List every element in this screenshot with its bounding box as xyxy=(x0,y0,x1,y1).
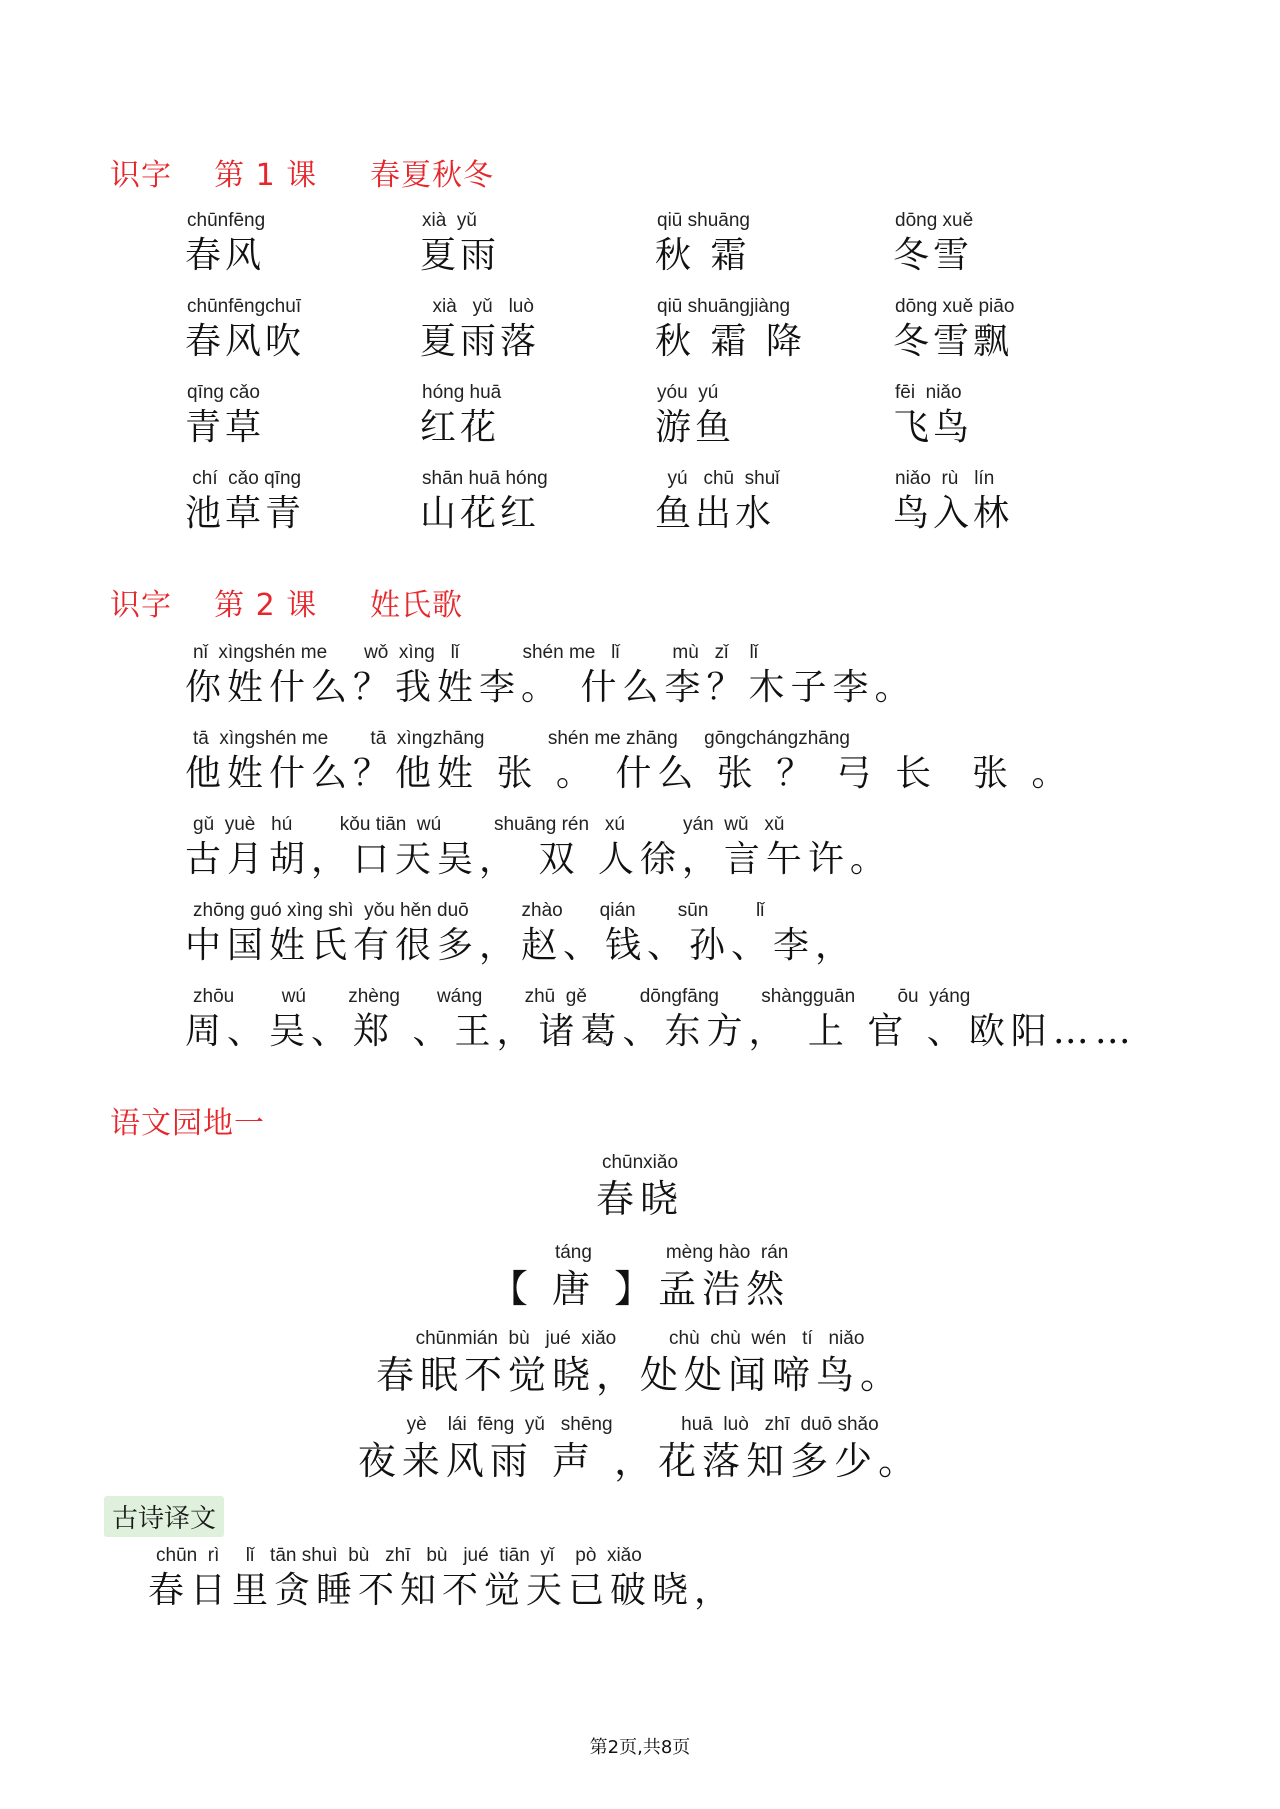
lesson2-title: 识字 第 2 课 姓氏歌 xyxy=(110,588,463,623)
translation-text: 春日里贪睡不知不觉天已破晓， xyxy=(148,1570,737,1611)
word-text: 秋 霜 降 xyxy=(655,321,806,362)
word-text: 春风 xyxy=(185,235,266,276)
translation-pinyin: chūn rì lǐ tān shuì bù zhī bù jué tiān yǐ pò xiǎo xyxy=(156,1545,642,1566)
word-pinyin: qiū shuāng xyxy=(657,210,750,231)
word-item xyxy=(420,382,680,450)
word-item xyxy=(655,468,915,536)
word-pinyin: yóu yú xyxy=(657,382,719,403)
song-line-pinyin: gǔ yuè hú kǒu tiān wú shuāng rén xú yán wǔ xǔ xyxy=(193,814,785,835)
word-text: 青草 xyxy=(185,407,266,448)
word-text: 山花红 xyxy=(420,493,541,534)
song-line-pinyin: nǐ xìngshén me wǒ xìng lǐ shén me lǐ mù zǐ lǐ xyxy=(193,642,758,663)
word-pinyin: chūnfēng xyxy=(187,210,266,231)
poem-line-text: 春眠不觉晓，处处闻啼鸟。 xyxy=(375,1353,904,1397)
word-item xyxy=(185,210,445,278)
lesson1-title: 识字 第 1 课 春夏秋冬 xyxy=(110,158,494,193)
word-text: 夏雨落 xyxy=(420,321,541,362)
word-text: 鸟入林 xyxy=(893,493,1014,534)
word-item xyxy=(655,210,915,278)
word-item xyxy=(655,382,915,450)
word-item xyxy=(893,468,1153,536)
song-line-text: 古月胡，口天吴， 双 人徐，言午许。 xyxy=(185,839,892,880)
poem-author-pinyin: táng mèng hào rán xyxy=(491,1242,789,1263)
word-item xyxy=(420,210,680,278)
word-pinyin: yú chū shuǐ xyxy=(657,468,780,489)
word-pinyin: shān huā hóng xyxy=(422,468,548,489)
song-line-pinyin: tā xìngshén me tā xìngzhāng shén me zhāng gōngchángzhāng xyxy=(193,728,850,749)
song-line-text: 中国姓氏有很多，赵、钱、孙、李， xyxy=(185,925,858,966)
translation-badge: 古诗译文 xyxy=(104,1496,224,1537)
word-pinyin: dōng xuě piāo xyxy=(895,296,1015,317)
word-pinyin: qīng cǎo xyxy=(187,382,260,403)
poem-title xyxy=(0,1152,1280,1222)
word-pinyin: chūnfēngchuī xyxy=(187,296,302,317)
word-text: 冬雪 xyxy=(893,235,974,276)
song-line-text: 你姓什么？我姓李。 什么李？木子李。 xyxy=(185,667,917,708)
word-text: 春风吹 xyxy=(185,321,306,362)
word-pinyin: xià yǔ luò xyxy=(422,296,534,317)
word-item xyxy=(893,210,1153,278)
word-pinyin: niǎo rù lín xyxy=(895,468,995,489)
word-item xyxy=(893,382,1153,450)
word-item xyxy=(420,468,680,536)
word-text: 秋 霜 xyxy=(655,235,751,276)
word-text: 红花 xyxy=(420,407,501,448)
word-text: 游鱼 xyxy=(655,407,736,448)
word-item xyxy=(185,296,445,364)
word-item xyxy=(655,296,915,364)
song-line xyxy=(185,814,1185,882)
poem-line-pinyin: yè lái fēng yǔ shēng huā luò zhī duō shǎo xyxy=(401,1414,879,1435)
word-item xyxy=(185,382,445,450)
word-pinyin: fēi niǎo xyxy=(895,382,962,403)
poem-line xyxy=(0,1414,1280,1484)
poem-title-text: 春晓 xyxy=(595,1177,684,1221)
word-pinyin: xià yǔ xyxy=(422,210,477,231)
garden-title: 语文园地一 xyxy=(110,1106,265,1141)
poem-title-pinyin: chūnxiǎo xyxy=(601,1152,679,1173)
song-line-text: 他姓什么？他姓 张 。 什么 张 ？ 弓 长 张 。 xyxy=(185,753,1074,794)
word-pinyin: chí cǎo qīng xyxy=(187,468,302,489)
song-line xyxy=(185,642,1185,710)
song-line xyxy=(185,900,1185,968)
word-pinyin: hóng huā xyxy=(422,382,502,403)
poem-author-text: 【 唐 】孟浩然 xyxy=(489,1267,791,1311)
poem-author xyxy=(0,1242,1280,1312)
translation-line xyxy=(148,1545,1148,1613)
page-number: 第2页,共8页 xyxy=(589,1737,691,1758)
song-line-text: 周、吴、郑 、王，诸葛、东方， 上 官 、欧阳…… xyxy=(185,1011,1137,1052)
song-line-pinyin: zhōng guó xìng shì yǒu hěn duō zhào qián sūn lǐ xyxy=(193,900,765,921)
song-line xyxy=(185,728,1185,796)
word-text: 飞鸟 xyxy=(893,407,974,448)
word-item xyxy=(420,296,680,364)
poem-line xyxy=(0,1328,1280,1398)
word-item xyxy=(893,296,1153,364)
word-pinyin: qiū shuāngjiàng xyxy=(657,296,791,317)
word-item xyxy=(185,468,445,536)
poem-line-pinyin: chūnmián bù jué xiǎo chù chù wén tí niǎo xyxy=(415,1328,865,1349)
word-pinyin: dōng xuě xyxy=(895,210,974,231)
word-text: 冬雪飘 xyxy=(893,321,1014,362)
word-text: 池草青 xyxy=(185,493,306,534)
word-text: 鱼出水 xyxy=(655,493,776,534)
word-text: 夏雨 xyxy=(420,235,501,276)
poem-line-text: 夜来风雨 声 ，花落知多少。 xyxy=(357,1439,923,1483)
song-line-pinyin: zhōu wú zhèng wáng zhū gě dōngfāng shàngguān ōu yáng xyxy=(193,986,971,1007)
song-line xyxy=(185,986,1185,1054)
